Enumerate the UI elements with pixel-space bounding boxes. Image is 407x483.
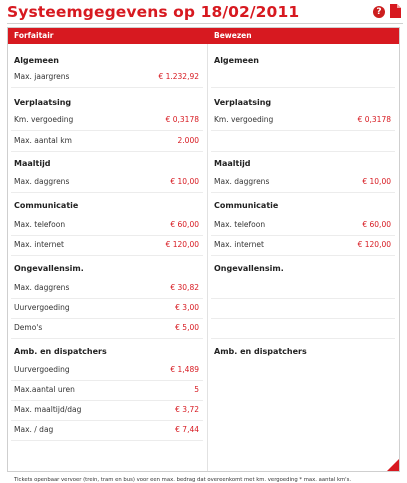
section-heading-algemeen: Algemeen	[214, 56, 259, 65]
table-row	[211, 215, 395, 236]
row-label: Max. aantal km	[14, 136, 72, 145]
row-label: Km. vergoeding	[214, 115, 274, 124]
section-heading-amb-dispatchers: Amb. en dispatchers	[14, 347, 107, 356]
row-label: Max. telefoon	[14, 220, 66, 229]
empty-row	[211, 298, 395, 319]
column-header-bewezen: Bewezen	[214, 31, 252, 40]
section-heading-maaltijd: Maaltijd	[214, 159, 251, 168]
empty-row	[211, 318, 395, 339]
row-value: € 0,3178	[357, 115, 391, 124]
table-row	[11, 420, 203, 441]
table-row	[11, 172, 203, 193]
section-heading-maaltijd: Maaltijd	[14, 159, 51, 168]
section-heading-verplaatsing: Verplaatsing	[14, 98, 72, 107]
empty-row	[211, 67, 395, 88]
row-label: Max. daggrens	[214, 177, 270, 186]
help-icon[interactable]: ?	[373, 6, 385, 18]
row-label: Max. telefoon	[214, 220, 266, 229]
row-label: Max. internet	[214, 240, 264, 249]
footnote: Tickets openbaar vervoer (trein, tram en bus) voor een max. bedrag dat overeenkomt met km. vergoeding * max. aantal km's.	[14, 477, 352, 483]
table-row	[211, 172, 395, 193]
empty-row	[211, 278, 395, 299]
section-heading-amb-dispatchers: Amb. en dispatchers	[214, 347, 307, 356]
table-row	[11, 278, 203, 299]
row-value: € 10,00	[362, 177, 391, 186]
corner-fold-decoration	[387, 459, 399, 471]
row-value: 5	[194, 385, 199, 394]
table-header	[8, 28, 399, 44]
row-label: Demo's	[14, 323, 43, 332]
empty-row	[211, 131, 395, 152]
section-heading-ongevallensim: Ongevallensim.	[14, 264, 84, 273]
row-value: € 60,00	[362, 220, 391, 229]
row-value: € 7,44	[175, 425, 199, 434]
row-label: Km. vergoeding	[14, 115, 74, 124]
column-divider	[207, 44, 208, 471]
row-value: € 1.232,92	[158, 72, 199, 81]
row-value: € 30,82	[170, 283, 199, 292]
table-row	[11, 298, 203, 319]
row-value: € 10,00	[170, 177, 199, 186]
column-header-forfaitair: Forfaitair	[14, 31, 54, 40]
row-label: Max. daggrens	[14, 283, 70, 292]
row-label: Max. jaargrens	[14, 72, 70, 81]
row-label: Uurvergoeding	[14, 365, 70, 374]
system-data-panel	[7, 27, 400, 483]
row-label: Max. maaltijd/dag	[14, 405, 82, 414]
row-value: € 60,00	[170, 220, 199, 229]
row-label: Max. internet	[14, 240, 64, 249]
row-value: 2.000	[177, 136, 199, 145]
section-heading-ongevallensim: Ongevallensim.	[214, 264, 284, 273]
table-row	[11, 131, 203, 152]
table-row	[11, 318, 203, 339]
section-heading-communicatie: Communicatie	[14, 201, 79, 210]
table-row	[211, 235, 395, 256]
table-row	[11, 380, 203, 401]
table-row	[11, 360, 203, 381]
table-row	[11, 110, 203, 131]
section-heading-algemeen: Algemeen	[14, 56, 59, 65]
table-row	[11, 67, 203, 88]
table-row	[11, 400, 203, 421]
row-label: Max.aantal uren	[14, 385, 75, 394]
row-label: Uurvergoeding	[14, 303, 70, 312]
row-label: Max. daggrens	[14, 177, 70, 186]
row-value: € 120,00	[357, 240, 391, 249]
section-heading-verplaatsing: Verplaatsing	[214, 98, 272, 107]
table-row	[211, 110, 395, 131]
section-heading-communicatie: Communicatie	[214, 201, 279, 210]
table-row	[11, 235, 203, 256]
page-title: Systeemgegevens op 18/02/2011	[7, 3, 300, 21]
row-value: € 1,489	[170, 365, 199, 374]
row-value: € 3,00	[175, 303, 199, 312]
table-row	[11, 215, 203, 236]
print-icon[interactable]	[390, 4, 401, 18]
row-value: € 120,00	[165, 240, 199, 249]
row-value: € 0,3178	[165, 115, 199, 124]
row-label: Max. / dag	[14, 425, 54, 434]
row-value: € 3,72	[175, 405, 199, 414]
title-divider	[7, 23, 403, 24]
row-value: € 5,00	[175, 323, 199, 332]
